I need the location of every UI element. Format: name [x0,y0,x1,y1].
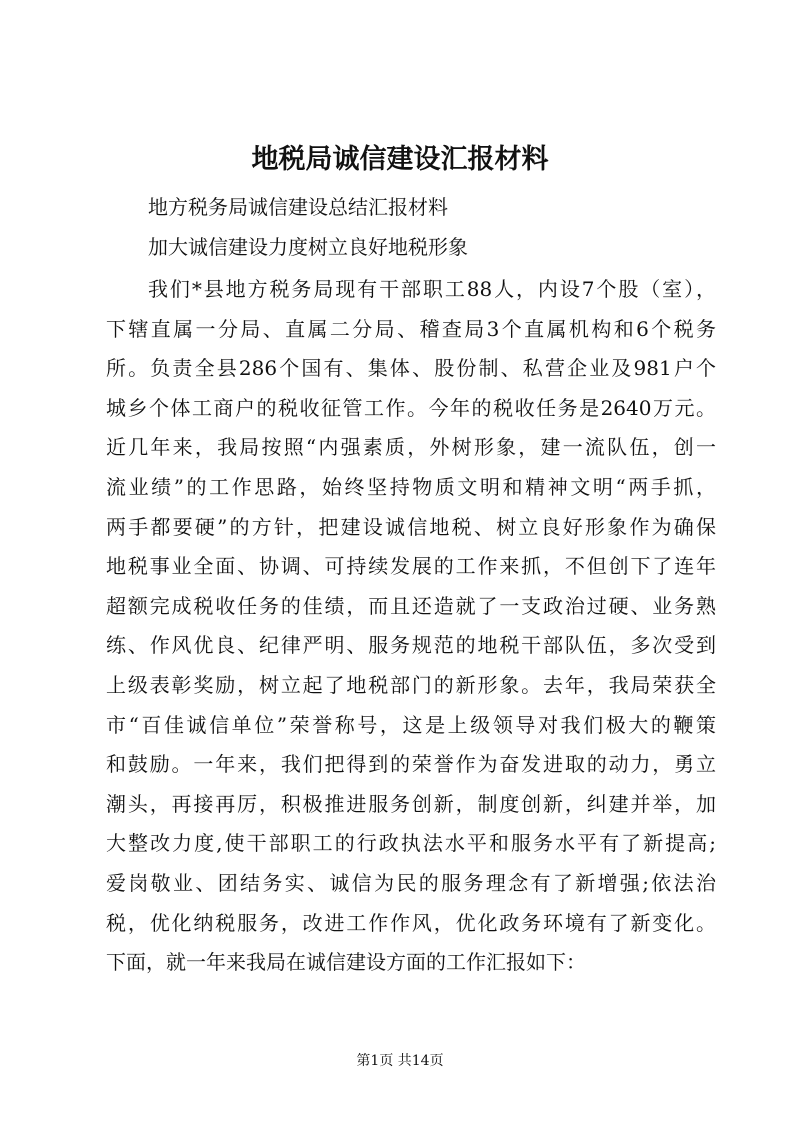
body-line: 税，优化纳税服务，改进工作作风，优化政务环境有了新变化。 [106,910,716,935]
body-paragraph [106,270,716,983]
body-line: 下辖直属一分局、直属二分局、稽查局3个直属机构和6个税务 [106,316,716,341]
body-line: 潮头，再接再厉，积极推进服务创新，制度创新，纠建并举，加 [106,791,716,816]
body-line: 地税事业全面、协调、可持续发展的工作来抓，不但创下了连年 [106,554,716,579]
body-line: 大整改力度,使干部职工的行政执法水平和服务水平有了新提高; [106,831,716,856]
subtitle-slogan: 加大诚信建设力度树立良好地税形象 [148,235,468,259]
body-line: 下面，就一年来我局在诚信建设方面的工作汇报如下： [106,950,586,975]
body-line: 市“百佳诚信单位”荣誉称号，这是上级领导对我们极大的鞭策 [106,712,716,737]
body-line: 练、作风优良、纪律严明、服务规范的地税干部队伍，多次受到 [106,633,716,658]
body-line: 流业绩”的工作思路，始终坚持物质文明和精神文明“两手抓， [106,474,716,499]
page-number-footer: 第1页 共14页 [356,1053,444,1069]
subtitle-summary-report: 地方税务局诚信建设总结汇报材料 [148,195,448,219]
body-line: 超额完成税收任务的佳绩，而且还造就了一支政治过硬、业务熟 [106,593,716,618]
body-line: 所。负责全县286个国有、集体、股份制、私营企业及981户个 [106,356,716,381]
body-line: 城乡个体工商户的税收征管工作。今年的税收任务是2640万元。 [106,395,716,420]
body-line: 和鼓励。一年来，我们把得到的荣誉作为奋发进取的动力，勇立 [106,752,716,777]
body-line: 两手都要硬”的方针，把建设诚信地税、树立良好形象作为确保 [106,514,716,539]
body-line: 近几年来，我局按照“内强素质，外树形象，建一流队伍，创一 [106,435,716,460]
body-line: 我们*县地方税务局现有干部职工88人，内设7个股（室）， [148,277,716,301]
page-title: 地税局诚信建设汇报材料 [251,144,549,175]
body-line: 爱岗敬业、团结务实、诚信为民的服务理念有了新增强;依法治 [106,870,716,895]
body-line: 上级表彰奖励，树立起了地税部门的新形象。去年，我局荣获全 [106,672,716,697]
